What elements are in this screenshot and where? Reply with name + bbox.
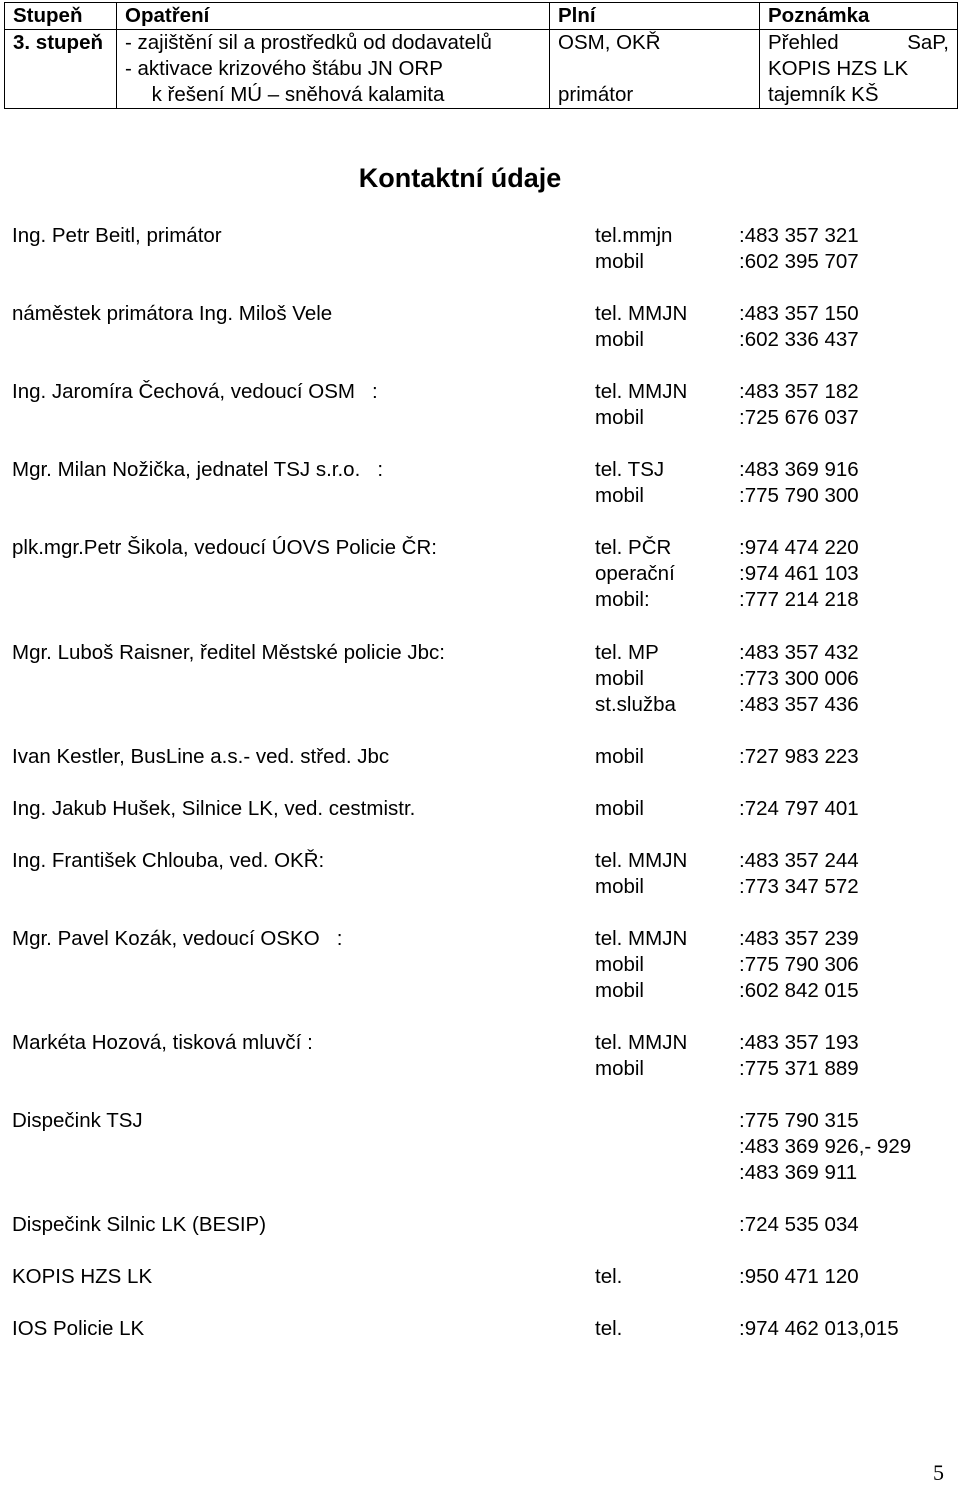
phone-number: :775 371 889 [739, 1057, 859, 1080]
contact-line [12, 561, 952, 587]
contact-line [12, 327, 952, 353]
phone-number: :483 357 244 [739, 849, 859, 872]
phone-number: :777 214 218 [739, 588, 859, 611]
contact-type: tel. PČR [595, 536, 672, 559]
contact-line [12, 1212, 952, 1238]
contact-name: Ing. Jakub Hušek, Silnice LK, ved. cestmistr. [12, 797, 416, 820]
contact-type: tel. MMJN [595, 1031, 688, 1054]
note-line: tajemník KŠ [768, 83, 879, 106]
phone-number: :483 357 193 [739, 1031, 859, 1054]
phone-number: :483 369 911 [739, 1161, 858, 1184]
phone-number: :725 676 037 [739, 406, 859, 429]
contact-type: mobil [595, 1057, 644, 1080]
contact-line [12, 874, 952, 900]
contact-line [12, 1056, 952, 1082]
phone-number: :775 790 306 [739, 953, 859, 976]
contact-type: tel. MMJN [595, 302, 688, 325]
contact-entry [12, 301, 952, 353]
contact-entry [12, 848, 952, 900]
phone-number: :602 336 437 [739, 328, 859, 351]
contact-name: Mgr. Luboš Raisner, ředitel Městské policie Jbc: [12, 641, 445, 664]
contact-name: Markéta Hozová, tisková mluvčí : [12, 1031, 313, 1054]
contact-line [12, 483, 952, 509]
contact-line [12, 1134, 952, 1160]
contact-name: náměstek primátora Ing. Miloš Vele [12, 302, 333, 325]
contact-entry [12, 457, 952, 509]
contact-type: mobil [595, 979, 644, 1002]
contact-name: Mgr. Milan Nožička, jednatel TSJ s.r.o. : [12, 458, 384, 481]
table-row [5, 30, 958, 109]
contact-type: mobil [595, 745, 644, 768]
section-title: Kontaktní údaje [358, 163, 562, 193]
contact-name: Ing. Jaromíra Čechová, vedoucí OSM : [12, 380, 378, 403]
phone-number: :974 461 103 [739, 562, 859, 585]
contact-line [12, 1108, 952, 1134]
contact-line [12, 692, 952, 718]
phone-number: :483 357 182 [739, 380, 859, 403]
header-performer: Plní [550, 3, 760, 30]
performer-cell [550, 30, 760, 109]
contact-type: operační [595, 562, 675, 585]
contact-line [12, 926, 952, 952]
phone-number: :974 474 220 [739, 536, 859, 559]
measure-cell [117, 30, 550, 109]
contact-name: KOPIS HZS LK [12, 1265, 153, 1288]
note-line: KOPIS HZS LK [768, 57, 909, 80]
contact-name: plk.mgr.Petr Šikola, vedoucí ÚOVS Policie ČR: [12, 536, 437, 559]
contact-entry [12, 744, 952, 770]
contact-type: mobil [595, 484, 644, 507]
contact-entry [12, 796, 952, 822]
phone-number: :483 369 926,- 929 [739, 1135, 912, 1158]
contact-type: mobil [595, 797, 644, 820]
note-cell [760, 30, 958, 109]
phone-number: :773 347 572 [739, 875, 859, 898]
contact-line [12, 249, 952, 275]
contact-line [12, 535, 952, 561]
contact-name: Dispečink TSJ [12, 1109, 143, 1132]
measure-line: - zajištění sil a prostředků od dodavatelů [125, 31, 492, 54]
note-line [768, 30, 949, 56]
phone-number: :974 462 013,015 [739, 1317, 899, 1340]
contact-type: mobil: [595, 588, 650, 611]
contact-name: IOS Policie LK [12, 1317, 145, 1340]
phone-number: :724 535 034 [739, 1213, 859, 1236]
phone-number: :483 357 321 [739, 224, 859, 247]
contact-line [12, 744, 952, 770]
phone-number: :483 357 432 [739, 641, 859, 664]
contact-type: mobil [595, 953, 644, 976]
contact-entry [12, 1108, 952, 1186]
contact-line [12, 301, 952, 327]
contact-line [12, 1316, 952, 1342]
measure-line: - aktivace krizového štábu JN ORP [125, 57, 443, 80]
contact-type: mobil [595, 406, 644, 429]
phone-number: :483 357 150 [739, 302, 859, 325]
contact-line [12, 1030, 952, 1056]
contact-name: Ing. František Chlouba, ved. OKŘ: [12, 849, 325, 872]
contact-type: tel. TSJ [595, 458, 665, 481]
contact-type: mobil [595, 328, 644, 351]
note-text: SaP, [907, 31, 949, 54]
phone-number: :483 357 239 [739, 927, 859, 950]
contact-type: tel.mmjn [595, 224, 673, 247]
contact-type: tel. MP [595, 641, 659, 664]
contact-line [12, 379, 952, 405]
contact-type: tel. MMJN [595, 380, 688, 403]
contact-entry [12, 1212, 952, 1238]
header-measure: Opatření [117, 3, 550, 30]
phone-number: :602 395 707 [739, 250, 859, 273]
phone-number: :727 983 223 [739, 745, 859, 768]
contact-entry [12, 1316, 952, 1342]
contact-type: tel. [595, 1317, 623, 1340]
phone-number: :950 471 120 [739, 1265, 859, 1288]
phone-number: :483 357 436 [739, 693, 859, 716]
contact-line [12, 978, 952, 1004]
contact-entry [12, 379, 952, 431]
contact-type: mobil [595, 667, 644, 690]
stage-cell: 3. stupeň [5, 30, 117, 109]
contact-name: Mgr. Pavel Kozák, vedoucí OSKO : [12, 927, 343, 950]
contact-type: tel. MMJN [595, 849, 688, 872]
header-stage: Stupeň [5, 3, 117, 30]
contact-name: Ing. Petr Beitl, primátor [12, 224, 222, 247]
contact-line [12, 640, 952, 666]
contact-line [12, 1264, 952, 1290]
contact-type: mobil [595, 875, 644, 898]
page-number: 5 [933, 1460, 944, 1485]
contact-entry [12, 1264, 952, 1290]
contact-line [12, 666, 952, 692]
phone-number: :483 369 916 [739, 458, 859, 481]
table-header-row [5, 3, 958, 30]
contact-line [12, 1160, 952, 1186]
contact-name: Dispečink Silnic LK (BESIP) [12, 1213, 267, 1236]
measures-table [4, 2, 958, 109]
contact-line [12, 952, 952, 978]
contact-line [12, 848, 952, 874]
contact-type: tel. MMJN [595, 927, 688, 950]
contact-type: tel. [595, 1265, 623, 1288]
contact-entry [12, 535, 952, 613]
contact-line [12, 457, 952, 483]
contact-name: Ivan Kestler, BusLine a.s.- ved. střed. Jbc [12, 745, 390, 768]
note-text: Přehled [768, 31, 839, 54]
contact-entry [12, 640, 952, 718]
phone-number: :773 300 006 [739, 667, 859, 690]
header-note: Poznámka [760, 3, 958, 30]
contact-line [12, 587, 952, 613]
contact-type: mobil [595, 250, 644, 273]
contact-entry [12, 926, 952, 1004]
phone-number: :724 797 401 [739, 797, 859, 820]
contact-line [12, 405, 952, 431]
measure-line: k řešení MÚ – sněhová kalamita [151, 83, 445, 106]
contact-type: st.služba [595, 693, 676, 716]
contact-entry [12, 1030, 952, 1082]
performer-line: OSM, OKŘ [558, 31, 661, 54]
contact-entry [12, 223, 952, 275]
performer-line: primátor [558, 83, 634, 106]
phone-number: :775 790 315 [739, 1109, 859, 1132]
phone-number: :775 790 300 [739, 484, 859, 507]
contact-line [12, 223, 952, 249]
phone-number: :602 842 015 [739, 979, 859, 1002]
contact-line [12, 796, 952, 822]
